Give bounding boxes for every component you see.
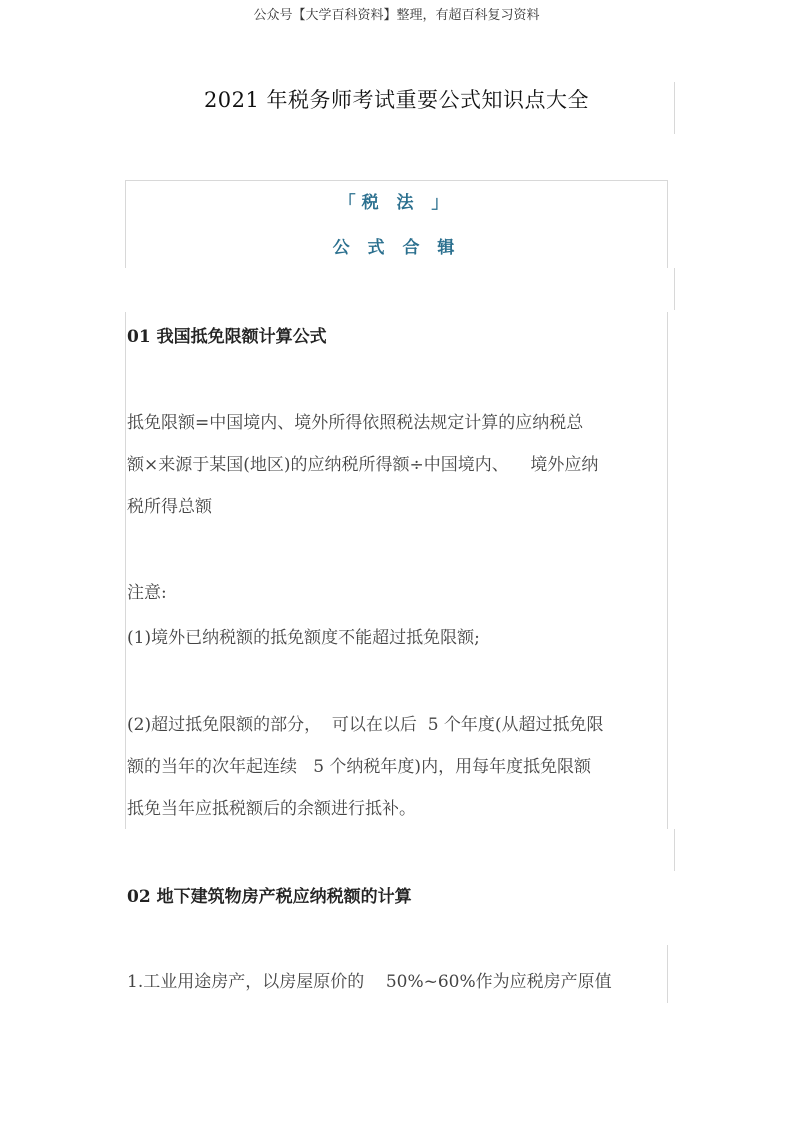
note-item: 额的当年的次年起连续 5 个纳税年度)内，用每年度抵免限额 bbox=[127, 757, 592, 777]
banner-top-border bbox=[125, 180, 668, 181]
section-right-border bbox=[667, 312, 668, 829]
section-heading: 02 地下建筑物房产税应纳税额的计算 bbox=[127, 887, 412, 907]
note-item: (2)超过抵免限额的部分， 可以在以后 5 个年度(从超过抵免限 bbox=[127, 715, 604, 735]
banner-subtitle: 公 式 合 辑 bbox=[332, 238, 461, 258]
banner-subject: 「税 法 」 bbox=[338, 193, 455, 213]
note-item: 抵免当年应抵税额后的余额进行抵补。 bbox=[127, 799, 416, 819]
formula-line: 税所得总额 bbox=[127, 497, 212, 517]
banner-right-rule bbox=[674, 268, 675, 310]
document-title: 2021 年税务师考试重要公式知识点大全 bbox=[203, 88, 590, 112]
title-right-rule bbox=[674, 82, 675, 134]
section-left-border bbox=[125, 312, 126, 829]
section-heading: 01 我国抵免限额计算公式 bbox=[127, 327, 327, 347]
header-note: 公众号【大学百科资料】整理，有超百科复习资料 bbox=[253, 8, 540, 23]
note-label: 注意: bbox=[127, 583, 167, 603]
section-right-rule bbox=[674, 829, 675, 871]
formula-line: 额×来源于某国(地区)的应纳税所得额÷中国境内、 境外应纳 bbox=[127, 455, 599, 475]
list-item: 1.工业用途房产，以房屋原价的 50%~60%作为应税房产原值 bbox=[127, 972, 612, 992]
formula-line: 抵免限额=中国境内、境外所得依照税法规定计算的应纳税总 bbox=[127, 413, 584, 433]
section2-right-rule bbox=[667, 945, 668, 1003]
note-item: (1)境外已纳税额的抵免额度不能超过抵免限额; bbox=[127, 628, 480, 648]
